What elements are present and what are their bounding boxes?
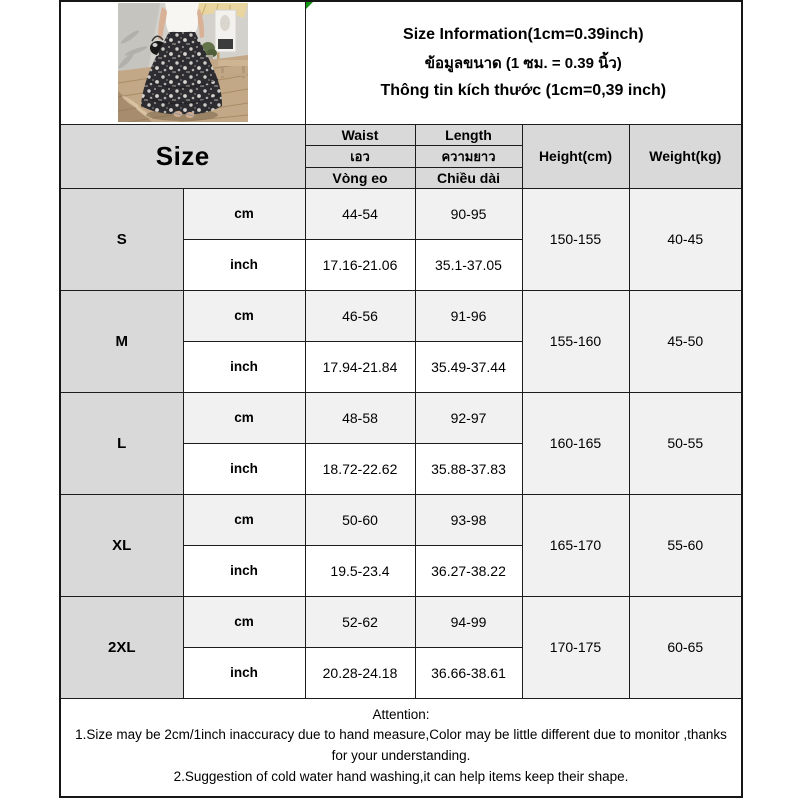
waist-inch-value: 17.94-21.84 [305, 341, 415, 392]
height-value: 165-170 [522, 494, 629, 596]
waist-cm-value: 44-54 [305, 188, 415, 239]
length-inch-value: 36.27-38.22 [415, 545, 522, 596]
waist-header-vi: Vòng eo [305, 167, 415, 188]
unit-inch: inch [183, 647, 305, 698]
unit-cm: cm [183, 494, 305, 545]
weight-column-header: Weight(kg) [629, 124, 742, 188]
size-column-header: Size [60, 124, 305, 188]
size-label-xl: XL [60, 494, 183, 596]
title-vietnamese: Thông tin kích thước (1cm=0,39 inch) [380, 81, 667, 99]
weight-value: 55-60 [629, 494, 742, 596]
unit-cm: cm [183, 188, 305, 239]
height-column-header: Height(cm) [522, 124, 629, 188]
length-header-th: ความยาว [415, 145, 522, 167]
size-label-m: M [60, 290, 183, 392]
product-photo [118, 3, 248, 122]
waist-cm-value: 52-62 [305, 596, 415, 647]
table-row [60, 596, 742, 647]
length-cm-value: 94-99 [415, 596, 522, 647]
unit-inch: inch [183, 341, 305, 392]
length-header-en: Length [415, 124, 522, 145]
table-row [60, 188, 742, 239]
size-chart-table [59, 0, 743, 798]
waist-inch-value: 17.16-21.06 [305, 239, 415, 290]
height-value: 150-155 [522, 188, 629, 290]
product-photo-cell [60, 1, 305, 124]
attention-title: Attention: [372, 706, 430, 722]
waist-inch-value: 19.5-23.4 [305, 545, 415, 596]
size-chart-sheet [59, 0, 741, 798]
table-row [60, 290, 742, 341]
unit-cm: cm [183, 392, 305, 443]
height-value: 160-165 [522, 392, 629, 494]
size-information-title-cell [305, 1, 742, 124]
waist-cm-value: 46-56 [305, 290, 415, 341]
length-inch-value: 35.88-37.83 [415, 443, 522, 494]
waist-header-th: เอว [305, 145, 415, 167]
title-thai: ข้อมูลขนาด (1 ซม. = 0.39 นิ้ว) [424, 54, 622, 72]
length-cm-value: 91-96 [415, 290, 522, 341]
table-row [60, 494, 742, 545]
waist-cm-value: 50-60 [305, 494, 415, 545]
weight-value: 50-55 [629, 392, 742, 494]
attention-note-cell [60, 698, 742, 797]
waist-inch-value: 20.28-24.18 [305, 647, 415, 698]
length-cm-value: 90-95 [415, 188, 522, 239]
unit-cm: cm [183, 290, 305, 341]
size-label-l: L [60, 392, 183, 494]
length-cm-value: 93-98 [415, 494, 522, 545]
unit-inch: inch [183, 443, 305, 494]
unit-inch: inch [183, 545, 305, 596]
waist-inch-value: 18.72-22.62 [305, 443, 415, 494]
table-row [60, 392, 742, 443]
cell-corner-marker-icon [306, 2, 313, 9]
size-label-2xl: 2XL [60, 596, 183, 698]
waist-cm-value: 48-58 [305, 392, 415, 443]
size-label-s: S [60, 188, 183, 290]
waist-header-en: Waist [305, 124, 415, 145]
height-value: 170-175 [522, 596, 629, 698]
unit-cm: cm [183, 596, 305, 647]
weight-value: 60-65 [629, 596, 742, 698]
attention-line-2: 2.Suggestion of cold water hand washing,it can help items keep their shape. [173, 769, 629, 785]
height-value: 155-160 [522, 290, 629, 392]
length-inch-value: 35.49-37.44 [415, 341, 522, 392]
length-inch-value: 35.1-37.05 [415, 239, 522, 290]
length-cm-value: 92-97 [415, 392, 522, 443]
length-header-vi: Chiều dài [415, 167, 522, 188]
weight-value: 45-50 [629, 290, 742, 392]
length-inch-value: 36.66-38.61 [415, 647, 522, 698]
attention-line-1: 1.Size may be 2cm/1inch inaccuracy due to hand measure,Color may be little different due to monitor ,thanks for your understanding. [75, 727, 727, 764]
title-english: Size Information(1cm=0.39inch) [403, 25, 644, 43]
unit-inch: inch [183, 239, 305, 290]
weight-value: 40-45 [629, 188, 742, 290]
